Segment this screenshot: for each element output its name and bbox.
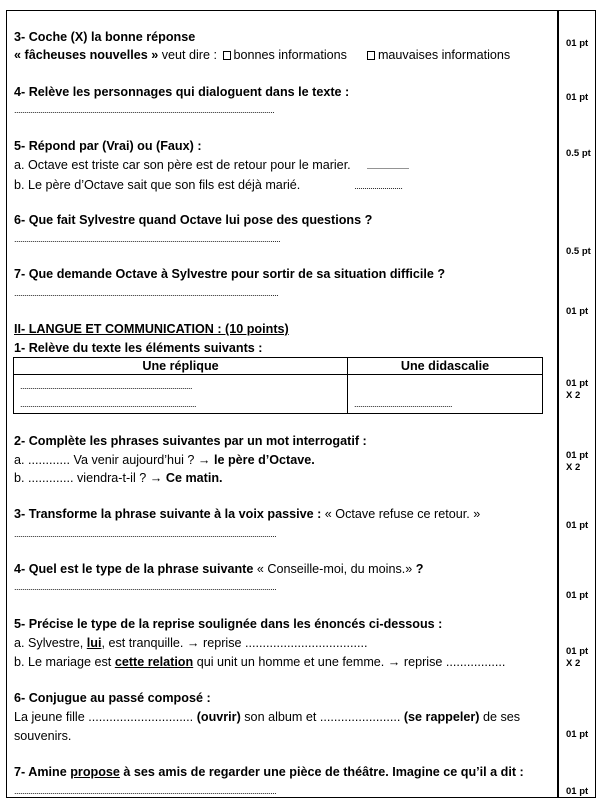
l2-title: 2- Complète les phrases suivantes par un mot interrogatif : (14, 434, 367, 448)
l6-points: 01 pt (566, 729, 589, 740)
l6-title: 6- Conjugue au passé composé : (14, 691, 211, 705)
l4-line (14, 561, 423, 577)
l2-item-b-answer: Ce matin. (162, 471, 223, 485)
l7-points: 01 pt (566, 786, 589, 797)
q3-means: veut dire : (158, 48, 221, 62)
q5-item-b (14, 177, 402, 194)
q5-points: 0.5 pt (566, 148, 591, 159)
q5-item-b-text: b. Le père d’Octave sait que son fils est déjà marié. (14, 178, 301, 192)
answer-table (13, 357, 543, 414)
q7-title: 7- Que demande Octave à Sylvestre pour sortir de sa situation difficile ? (14, 267, 446, 281)
l2-item-b-text: b. ............. viendra-t-il ? (14, 471, 150, 485)
l3-points: 01 pt (566, 520, 589, 531)
q5-item-a-text: a. Octave est triste car son père est de retour pour le marier. (14, 158, 351, 172)
q5-item-a (14, 157, 409, 174)
q7-answer-line[interactable]: .................................................................................................................................... (14, 288, 279, 298)
l6-verb-1: (ouvrir) (196, 710, 241, 724)
replique-line-1[interactable]: ...................................................................................... (20, 381, 193, 391)
q4-points: 01 pt (566, 92, 589, 103)
l6-part-2: son album et ....................... (240, 710, 404, 724)
l6-verb-2: (se rappeler) (403, 710, 480, 724)
q3-points: 01 pt (566, 38, 589, 49)
l5-item-b-underlined: cette relation (114, 655, 194, 669)
l6-part-3: de ses (479, 710, 521, 724)
q3-expression: « fâcheuses nouvelles » (14, 48, 159, 62)
l6-part-1: La jeune fille .............................. (14, 710, 197, 724)
l5-item-b-rest: qui unit un homme et une femme. → reprise ................. (193, 655, 506, 669)
l1-points (566, 378, 588, 402)
l5-item-a-rest: , est tranquille. → reprise ................................... (101, 636, 368, 650)
l2-item-a-text: a. ............ Va venir aujourd’hui ? (14, 453, 198, 467)
l4-points: 01 pt (566, 590, 589, 601)
l5-points-value: 01 pt (566, 646, 589, 657)
l1-multiplier: X 2 (566, 390, 581, 401)
l2-points-value: 01 pt (566, 450, 589, 461)
arrow-icon: → (197, 453, 211, 467)
section-2-title: II- LANGUE ET COMMUNICATION : (10 points) (14, 322, 289, 336)
q6-points: 0.5 pt (566, 246, 591, 257)
l7-title (14, 764, 524, 780)
l5-item-a (14, 635, 367, 651)
didascalie-line[interactable]: ................................................. (354, 399, 453, 409)
table-cell-didascalie[interactable] (348, 375, 543, 414)
q5-title: 5- Répond par (Vrai) ou (Faux) : (14, 139, 202, 153)
q4-answer-line[interactable]: .................................................................................................................................. (14, 105, 275, 115)
table-header-didascalie: Une didascalie (348, 358, 543, 375)
l5-item-b (14, 654, 505, 670)
q4-title: 4- Relève les personnages qui dialoguent dans le texte : (14, 85, 350, 99)
table-row (14, 375, 543, 414)
checkbox-option-2[interactable] (367, 51, 375, 60)
l3-answer-line[interactable]: ................................................................................................................................... (14, 529, 277, 539)
l5-item-a-underlined: lui (86, 636, 102, 650)
l7-answer-line[interactable]: ................................................................................................................................... (14, 786, 277, 796)
q6-answer-line[interactable]: ..................................................................................................................................... (14, 234, 281, 244)
l7-title-rest: à ses amis de regarder une pièce de théâtre. Imagine ce qu’il a dit : (119, 765, 524, 779)
l4-question-mark: ? (412, 562, 424, 576)
l2-multiplier: X 2 (566, 462, 581, 473)
l5-title: 5- Précise le type de la reprise soulignée dans les énoncés ci-dessous : (14, 617, 443, 631)
l2-points (566, 450, 588, 474)
q6-title: 6- Que fait Sylvestre quand Octave lui pose des questions ? (14, 213, 373, 227)
l4-answer-line[interactable]: ................................................................................................................................... (14, 582, 277, 592)
l3-title: 3- Transforme la phrase suivante à la voix passive : (14, 507, 322, 521)
l4-sentence: « Conseille-moi, du moins.» (253, 562, 413, 576)
replique-line-2[interactable]: ........................................................................................ (20, 399, 197, 409)
l6-sentence (14, 709, 520, 725)
q3-title: 3- Coche (X) la bonne réponse (14, 30, 196, 44)
q3-option-2: mauvaises informations (377, 48, 511, 62)
l1-points-value: 01 pt (566, 378, 589, 389)
q7-points: 01 pt (566, 306, 589, 317)
l3-sentence: « Octave refuse ce retour. » (321, 507, 481, 521)
l5-multiplier: X 2 (566, 658, 581, 669)
arrow-icon: → (149, 471, 163, 485)
q3-line (14, 47, 510, 63)
l4-title: 4- Quel est le type de la phrase suivante (14, 562, 254, 576)
l3-line (14, 506, 480, 522)
table-header-row (14, 358, 543, 375)
l1-title: 1- Relève du texte les éléments suivants : (14, 341, 263, 355)
l2-item-a (14, 452, 315, 468)
l7-title-underlined: propose (70, 765, 120, 779)
l2-item-a-answer: le père d’Octave. (210, 453, 315, 467)
l5-item-a-text: a. Sylvestre, (14, 636, 87, 650)
l6-sentence-end: souvenirs. (14, 729, 72, 743)
checkbox-option-1[interactable] (223, 51, 231, 60)
q5-item-b-blank[interactable]: ........................ (354, 181, 403, 191)
points-column-divider (557, 10, 559, 798)
table-cell-replique[interactable] (14, 375, 348, 414)
q5-item-a-blank[interactable]: ..................... (366, 161, 409, 171)
l5-item-b-text: b. Le mariage est (14, 655, 115, 669)
l5-points (566, 646, 588, 670)
l7-title-start: 7- Amine (14, 765, 71, 779)
l2-item-b (14, 470, 223, 486)
table-header-replique: Une réplique (14, 358, 348, 375)
q3-option-1: bonnes informations (233, 48, 347, 62)
